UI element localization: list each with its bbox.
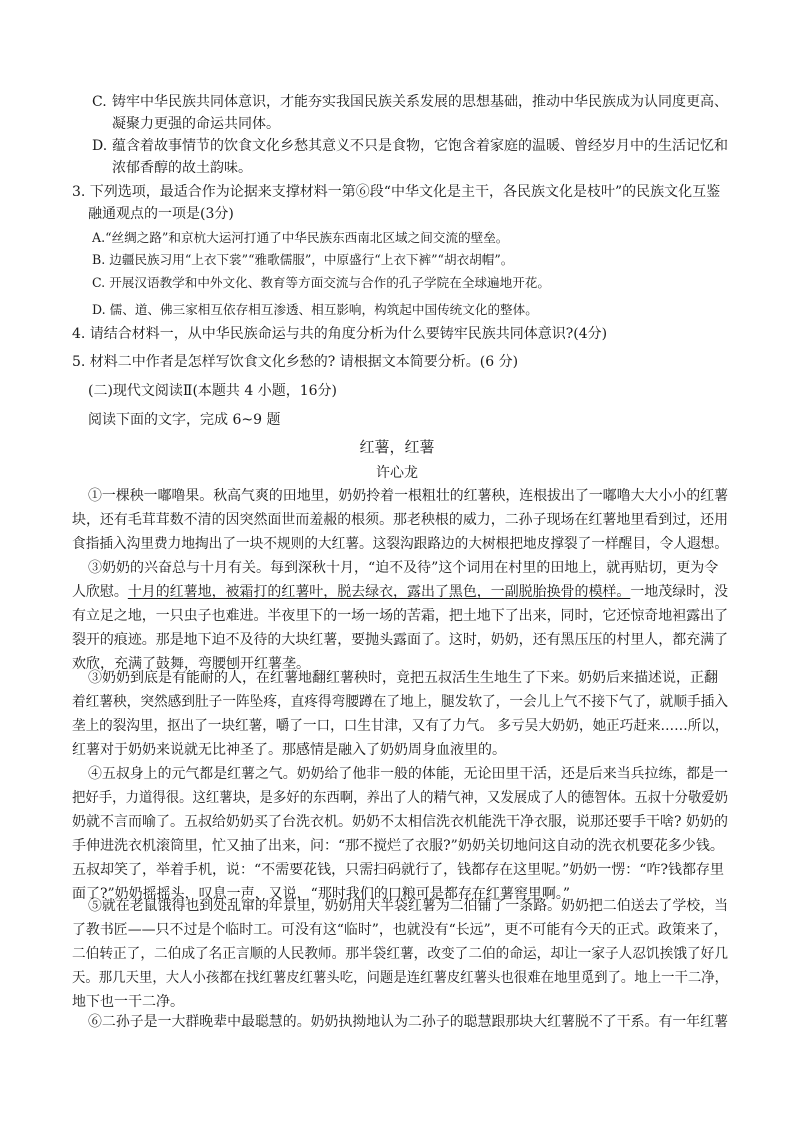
option-d-letter: D. (92, 138, 108, 154)
section-heading: (二)现代文阅读Ⅱ(本题共 4 小题，16分) (88, 383, 337, 399)
p5-line-2: 了教书匠——只不过是个临时工。可没有这“临时”，也就没有“长远”，更不可能有今天的正式。政策来了， (72, 922, 728, 938)
p2-line-5: 欢欣，充满了鼓舞，弯腰刨开红薯垄。 (72, 656, 310, 672)
q3-option-a: A.“丝绸之路”和京杭大运河打通了中华民族东西南北区域之间交流的壁垒。 (92, 230, 509, 245)
p3-line-4: 红薯对于奶奶来说就无比神圣了。那感情是融入了奶奶周身血液里的。 (72, 742, 506, 758)
p3-line-3: 垄上的裂沟里，抠出了一块红薯，嚼了一口，口生甘津，又有了力气。 多亏吴大奶奶，她正巧赶来……所以， (72, 718, 729, 734)
q3-option-c: C. 开展汉语教学和中外文化、教育等方面交流与合作的孔子学院在全球遍地开花。 (92, 275, 550, 290)
p2-underlined-sentence: 十月的红薯地，被霜打的红薯叶，脱去绿衣，露出了黑色，一副脱胎换骨的模样。 (127, 584, 631, 600)
q3-option-d: D. 儒、道、佛三家相互依存相互渗透、相互影响，构筑起中国传统文化的整体。 (92, 302, 538, 317)
p5-line-5: 地下也一干二净。 (72, 994, 184, 1010)
p4-line-5: 五叔却笑了，举着手机，说：“不需要花钱，只需扫码就行了，钱都存在这里呢。”奶奶一愣：“咋?钱都存里 (72, 862, 724, 878)
p1-line-2: 块，还有毛茸茸数不清的因突然面世而羞赧的根须。那老秧根的威力，二孙子现场在红薯地里看到过，还用 (72, 512, 729, 528)
q3-stem-line-1: 3. 下列选项，最适合作为论据来支撑材料一第⑥段“中华文化是主干，各民族文化是枝叶”的民族文化互鉴 (72, 184, 721, 200)
p3-line-1: ③奶奶到底是有能耐的人，在红薯地翻红薯秧时，竟把五叔活生生地生了下来。奶奶后来描述说，正翻 (88, 670, 718, 686)
p4-line-3: 奶就不言而喻了。五叔给奶奶买了台洗衣机。奶奶不太相信洗衣机能洗干净衣服，说那还要手干啥? 奶奶的 (72, 814, 728, 830)
p2-line-2-start: 人欣慰。 (72, 584, 128, 600)
q3-stem-line-2: 融通观点的一项是(3分) (88, 206, 234, 222)
option-c-letter: C. (92, 94, 107, 110)
option-d-line-1: 蕴含着故事情节的饮食文化乡愁其意义不只是食物，它饱含着家庭的温暖、曾经岁月中的生活记忆和 (112, 138, 728, 154)
p3-line-2: 着红薯秧，突然感到肚子一阵坠疼，直疼得弯腰蹲在了地上，腿发软了，一会儿上气不接下气了，就顺手插入 (72, 694, 729, 710)
p5-line-3: 二伯转正了，二伯成了名正言顺的人民教师。那半袋红薯，改变了二伯的命运，却让一家子人忍饥挨饿了好几 (72, 946, 729, 962)
q5: 5. 材料二中作者是怎样写饮食文化乡愁的? 请根据文本简要分析。(6 分) (72, 354, 519, 370)
p2-line-2-end: 一地茂绿时，没 (630, 584, 729, 600)
story-title: 红薯，红薯 (359, 438, 435, 456)
option-c-line-1: 铸牢中华民族共同体意识，才能夯实我国民族关系发展的思想基础，推动中华民族成为认同度更高、 (112, 94, 728, 110)
p6-line-1: ⑥二孙子是一大群晚辈中最聪慧的。奶奶执拗地认为二孙子的聪慧跟那块大红薯脱不了干系。有一年红薯 (88, 1014, 729, 1030)
option-d-line-2: 浓郁香醇的故土韵味。 (112, 160, 252, 176)
p5-line-1: ⑤就在老鼠饿得也到处乱窜的年景里，奶奶用大半袋红薯为二伯铺了一条路。奶奶把二伯送去了学校，当 (88, 898, 729, 914)
p5-line-4: 天。那几天里，大人小孩都在找红薯皮红薯头吃，问题是连红薯皮红薯头也很难在地里觅到了。地上一干二净， (72, 970, 729, 986)
p2-line-1: ③奶奶的兴奋总与十月有关。每到深秋十月，“迫不及待”这个词用在村里的田地上，就再贴切，更为令 (88, 560, 719, 576)
p4-line-4: 手伸进洗衣机滚筒里，忙又抽了出来，问：“那不搅烂了衣服?”奶奶关切地问这自动的洗衣机要花多少钱。 (72, 838, 724, 854)
p4-line-6: 面了?”奶奶摇摇头，叹息一声，又说，“那时我们的口粮可是都存在红薯窖里啊。” (72, 886, 570, 902)
p2-line-4: 裂开的痕迹。那是地下迫不及待的大块红薯，要抛头露面了。这时，奶奶，还有黑压压的村里人，都充满了 (72, 632, 729, 648)
q3-option-b: B. 边疆民族习用“上衣下裳”“雅歌儒服”，中原盛行“上衣下裤”“胡衣胡帽”。 (92, 252, 514, 267)
q4: 4. 请结合材料一，从中华民族命运与共的角度分析为什么要铸牢民族共同体意识?(4分) (72, 326, 608, 342)
p1-line-1: ①一棵秧一嘟噜果。秋高气爽的田地里，奶奶拎着一根粗壮的红薯秧，连根拔出了一嘟噜大大小小的红薯 (88, 488, 729, 504)
p4-line-2: 把好手，力道得很。这红薯块，是多好的东西啊，养出了人的精气神，又发展成了人的德智体。五叔十分敬爱奶 (72, 790, 729, 806)
p2-line-2 (72, 582, 728, 602)
story-author: 许心龙 (376, 465, 418, 481)
p4-line-1: ④五叔身上的元气都是红薯之气。奶奶给了他非一般的体能，无论田里干活，还是后来当兵拉练，都是一 (88, 766, 729, 782)
p2-line-3: 有立足之地，一只虫子也难进。半夜里下的一场一场的苦霜，把土地下了出来，同时，它还惊奇地袒露出了 (72, 608, 729, 624)
option-c-line-2: 凝聚力更强的命运共同体。 (112, 116, 280, 132)
section-instruction: 阅读下面的文字，完成 6~9 题 (88, 412, 281, 428)
p1-line-3: 食指插入沟里费力地掏出了一块不规则的大红薯。这裂沟跟路边的大树根把地皮撑裂了一样醒目，令人遐想。 (72, 536, 729, 552)
